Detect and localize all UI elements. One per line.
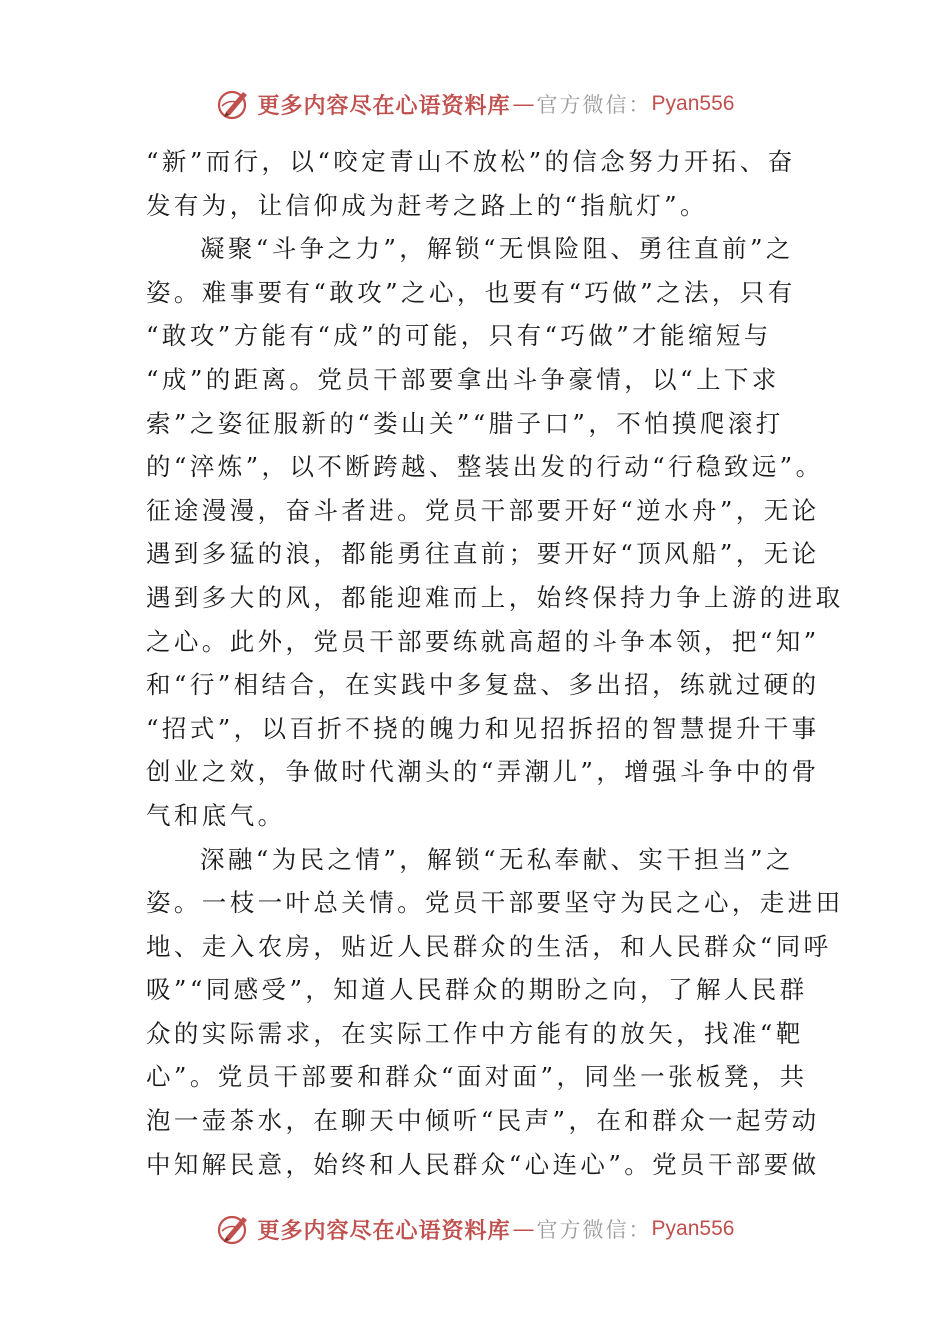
text-line: 发有为，让信仰成为赶考之路上的“指航灯”。 (146, 190, 708, 220)
text-line: 姿。一枝一叶总关情。党员干部要坚守为民之心，走进田 (146, 888, 844, 918)
text-line: 气和底气。 (146, 800, 286, 830)
separator-dash: — (512, 91, 535, 117)
text-line: 征途漫漫，奋斗者进。党员干部要开好“逆水舟”，无论 (146, 495, 820, 525)
wechat-label: 官方微信： (536, 1218, 652, 1242)
separator-dash: — (512, 1216, 535, 1242)
pen-logo-icon (216, 1211, 252, 1247)
paragraph-start-line: 凝聚“斗争之力”，解锁“无惧险阻、勇往直前”之 (200, 234, 794, 264)
text-line: “敢攻”方能有“成”的可能，只有“巧做”才能缩短与 (146, 321, 772, 351)
site-name: 更多内容尽在心语资料库 (257, 1217, 511, 1244)
text-line: 和“行”相结合，在实践中多复盘、多出招，练就过硬的 (146, 670, 820, 700)
text-line: 索”之姿征服新的“娄山关”“腊子口”，不怕摸爬滚打 (146, 408, 784, 438)
text-line: 姿。难事要有“敢攻”之心，也要有“巧做”之法，只有 (146, 277, 796, 307)
text-line: 中知解民意，始终和人民群众“心连心”。党员干部要做 (146, 1149, 820, 1179)
site-name: 更多内容尽在心语资料库 (257, 92, 511, 119)
text-line: 吸”“同感受”，知道人民群众的期盼之向，了解人民群 (146, 975, 808, 1005)
text-line: 地、走入农房，贴近人民群众的生活，和人民群众“同呼 (146, 931, 832, 961)
text-line: “新”而行，以“咬定青山不放松”的信念努力开拓、奋 (146, 147, 796, 176)
text-line: 众的实际需求，在实际工作中方能有的放矢，找准“靶 (146, 1018, 804, 1048)
text-line: 之心。此外，党员干部要练就高超的斗争本领，把“知” (146, 626, 820, 656)
paragraph-start-line: 深融“为民之情”，解锁“无私奉献、实干担当”之 (200, 844, 794, 874)
text-line: 遇到多大的风，都能迎难而上，始终保持力争上游的进取 (146, 582, 844, 612)
text-line: 心”。党员干部要和群众“面对面”，同坐一张板凳，共 (146, 1062, 808, 1092)
footer-banner (0, 1209, 950, 1249)
wechat-account: Pyan556 (651, 1217, 735, 1240)
text-line: “招式”，以百折不挠的魄力和见招拆招的智慧提升干事 (146, 713, 820, 743)
text-line: 创业之效，争做时代潮头的“弄潮儿”，增强斗争中的骨 (146, 757, 820, 787)
document-body (146, 140, 844, 1186)
text-line: 泡一壶茶水，在聊天中倾听“民声”，在和群众一起劳动 (146, 1106, 820, 1136)
header-banner (0, 84, 950, 124)
text-line: “成”的距离。党员干部要拿出斗争豪情，以“上下求 (146, 364, 780, 394)
pen-logo-icon (216, 86, 252, 122)
text-line: 遇到多猛的浪，都能勇往直前；要开好“顶风船”，无论 (146, 539, 820, 569)
text-line: 的“淬炼”，以不断跨越、整装出发的行动“行稳致远”。 (146, 452, 824, 482)
wechat-label: 官方微信： (536, 93, 652, 117)
wechat-account: Pyan556 (651, 92, 735, 115)
